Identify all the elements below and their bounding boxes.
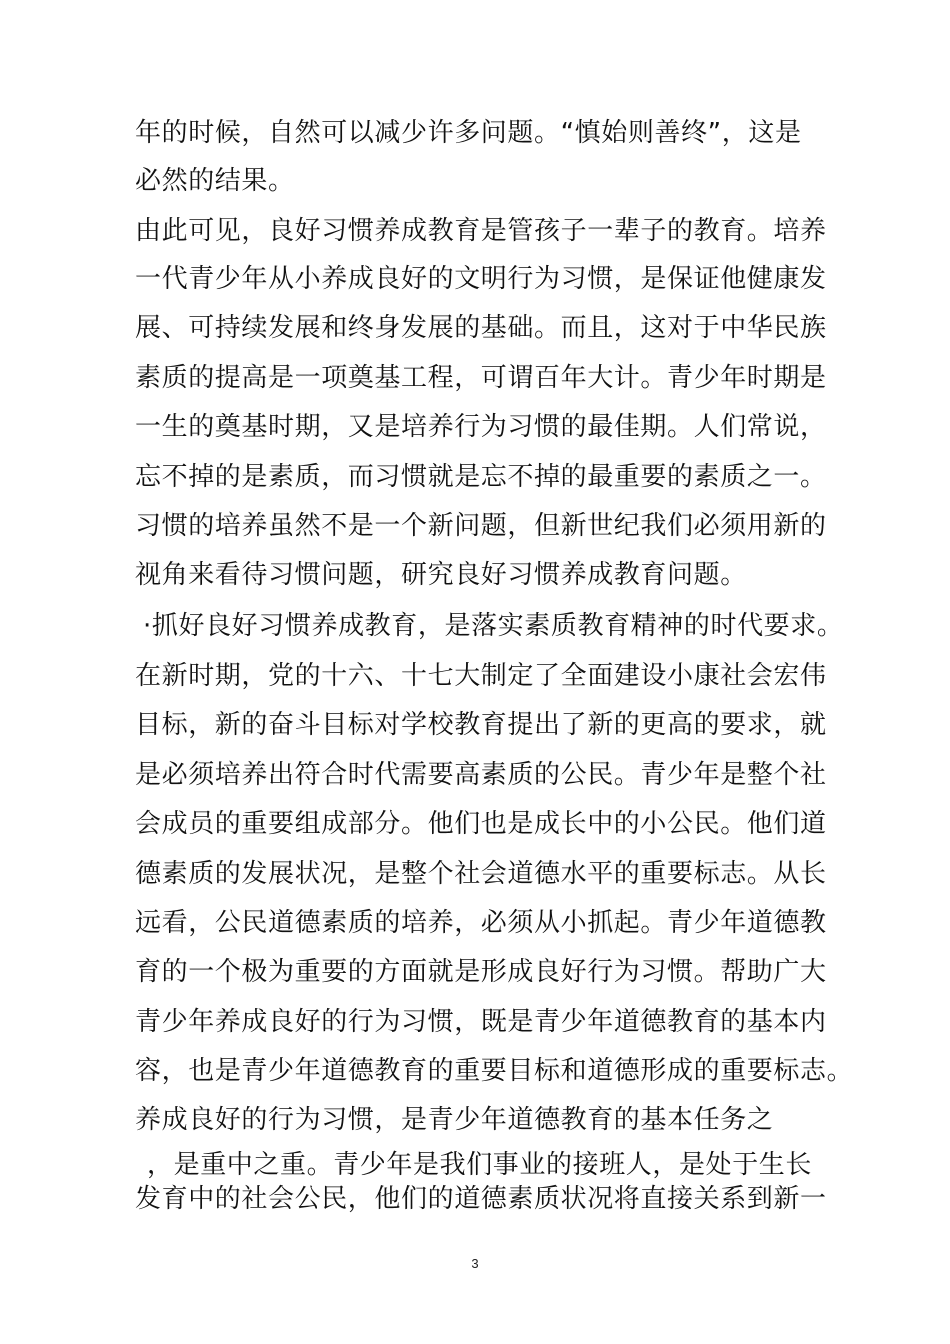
text-line: 发育中的社会公民，他们的道德素质状况将直接关系到新一 xyxy=(135,1184,827,1214)
text-line: 会成员的重要组成部分。他们也是成长中的小公民。他们道 xyxy=(135,809,827,839)
text-line: 习惯的培养虽然不是一个新问题，但新世纪我们必须用新的 xyxy=(135,511,827,541)
text-line: 必然的结果。 xyxy=(135,166,295,196)
text-line: 远看，公民道德素质的培养，必须从小抓起。青少年道德教 xyxy=(135,908,827,938)
text-line: 素质的提高是一项奠基工程，可谓百年大计。青少年时期是 xyxy=(135,363,827,393)
text-line: 是必须培养出符合时代需要高素质的公民。青少年是整个社 xyxy=(135,760,827,790)
text-line: 忘不掉的是素质，而习惯就是忘不掉的最重要的素质之一。 xyxy=(135,462,827,492)
text-line: 展、可持续发展和终身发展的基础。而且，这对于中华民族 xyxy=(135,313,827,343)
text-line: 在新时期，党的十六、十七大制定了全面建设小康社会宏伟 xyxy=(135,661,827,691)
text-line: 视角来看待习惯问题，研究良好习惯养成教育问题。 xyxy=(135,560,747,590)
page-number: 3 xyxy=(471,1256,479,1271)
text-line: 目标，新的奋斗目标对学校教育提出了新的更高的要求，就 xyxy=(135,710,827,740)
text-line: 由此可见，良好习惯养成教育是管孩子一辈子的教育。培养 xyxy=(135,216,827,246)
text-line: 容，也是青少年道德教育的重要目标和道德形成的重要标志。 xyxy=(135,1056,854,1086)
section-lead-line: ·抓好良好习惯养成教育，是落实素质教育精神的时代要求。 xyxy=(143,611,844,641)
text-line: 一代青少年从小养成良好的文明行为习惯，是保证他健康发 xyxy=(135,264,827,294)
text-line: 年的时候，自然可以减少许多问题。“慎始则善终”，这是 xyxy=(135,118,802,148)
text-line: ，是重中之重。青少年是我们事业的接班人，是处于生长 xyxy=(147,1150,813,1180)
text-line: 一生的奠基时期，又是培养行为习惯的最佳期。人们常说， xyxy=(135,412,827,442)
text-line: 养成良好的行为习惯，是青少年道德教育的基本任务之 xyxy=(135,1105,774,1135)
text-line: 德素质的发展状况，是整个社会道德水平的重要标志。从长 xyxy=(135,859,827,889)
text-line: 育的一个极为重要的方面就是形成良好行为习惯。帮助广大 xyxy=(135,957,827,987)
text-line: 青少年养成良好的行为习惯，既是青少年道德教育的基本内 xyxy=(135,1007,827,1037)
